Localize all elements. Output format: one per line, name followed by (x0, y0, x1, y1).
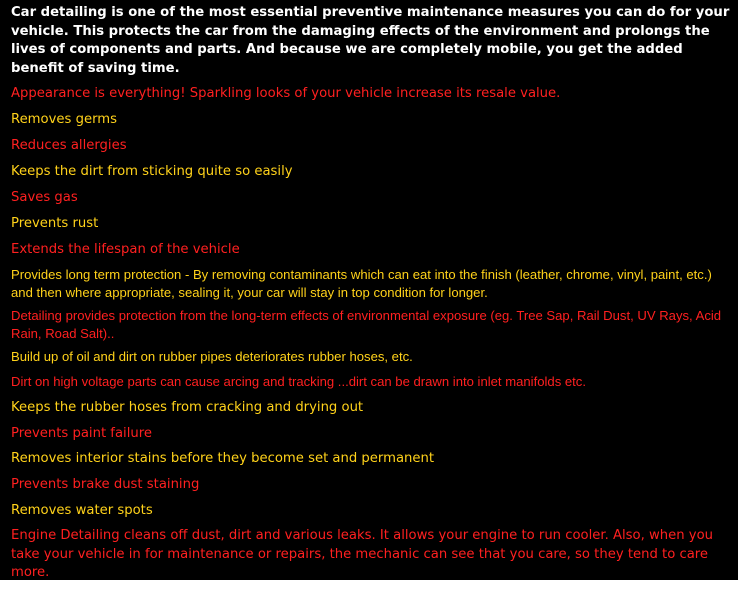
benefit-item: Build up of oil and dirt on rubber pipes deteriorates rubber hoses, etc. (11, 349, 413, 364)
benefit-item: Prevents brake dust staining (11, 477, 200, 492)
benefit-item: Prevents paint failure (11, 426, 152, 441)
benefit-item: Removes interior stains before they become set and permanent (11, 451, 435, 466)
benefit-item: Saves gas (11, 190, 78, 205)
benefit-item: Removes water spots (11, 503, 153, 518)
benefit-item: Provides long term protection - By removing contaminants which can eat into the finish (leather, chrome, vinyl, paint, etc.) and then where appropriate, sealing it, your car will stay in top condition for longer. (11, 267, 712, 300)
benefit-item: Reduces allergies (11, 138, 127, 153)
intro-paragraph: Car detailing is one of the most essential preventive maintenance measures you can do for your vehicle. This protects the car from the damaging effects of the environment and prolongs the lives of components and parts. And because we are completely mobile, you get the added benefit of saving time. (11, 5, 730, 76)
benefit-item: Prevents rust (11, 216, 99, 231)
benefit-item: Keeps the rubber hoses from cracking and drying out (11, 400, 364, 415)
benefit-item: Removes germs (11, 112, 117, 127)
benefit-item: Engine Detailing cleans off dust, dirt and various leaks. It allows your engine to run cooler. Also, when you take your vehicle in for maintenance or repairs, the mechanic can see that you care, so they tend to care more. (11, 528, 714, 580)
benefit-item: Keeps the dirt from sticking quite so easily (11, 164, 293, 179)
benefit-item: Appearance is everything! Sparkling looks of your vehicle increase its resale value. (11, 86, 561, 101)
benefit-item: Dirt on high voltage parts can cause arcing and tracking ...dirt can be drawn into inlet manifolds etc. (11, 374, 586, 389)
benefit-item: Extends the lifespan of the vehicle (11, 242, 240, 257)
benefit-item: Detailing provides protection from the long-term effects of environmental exposure (eg. Tree Sap, Rail Dust, UV Rays, Acid Rain, Road Salt).. (11, 308, 722, 341)
